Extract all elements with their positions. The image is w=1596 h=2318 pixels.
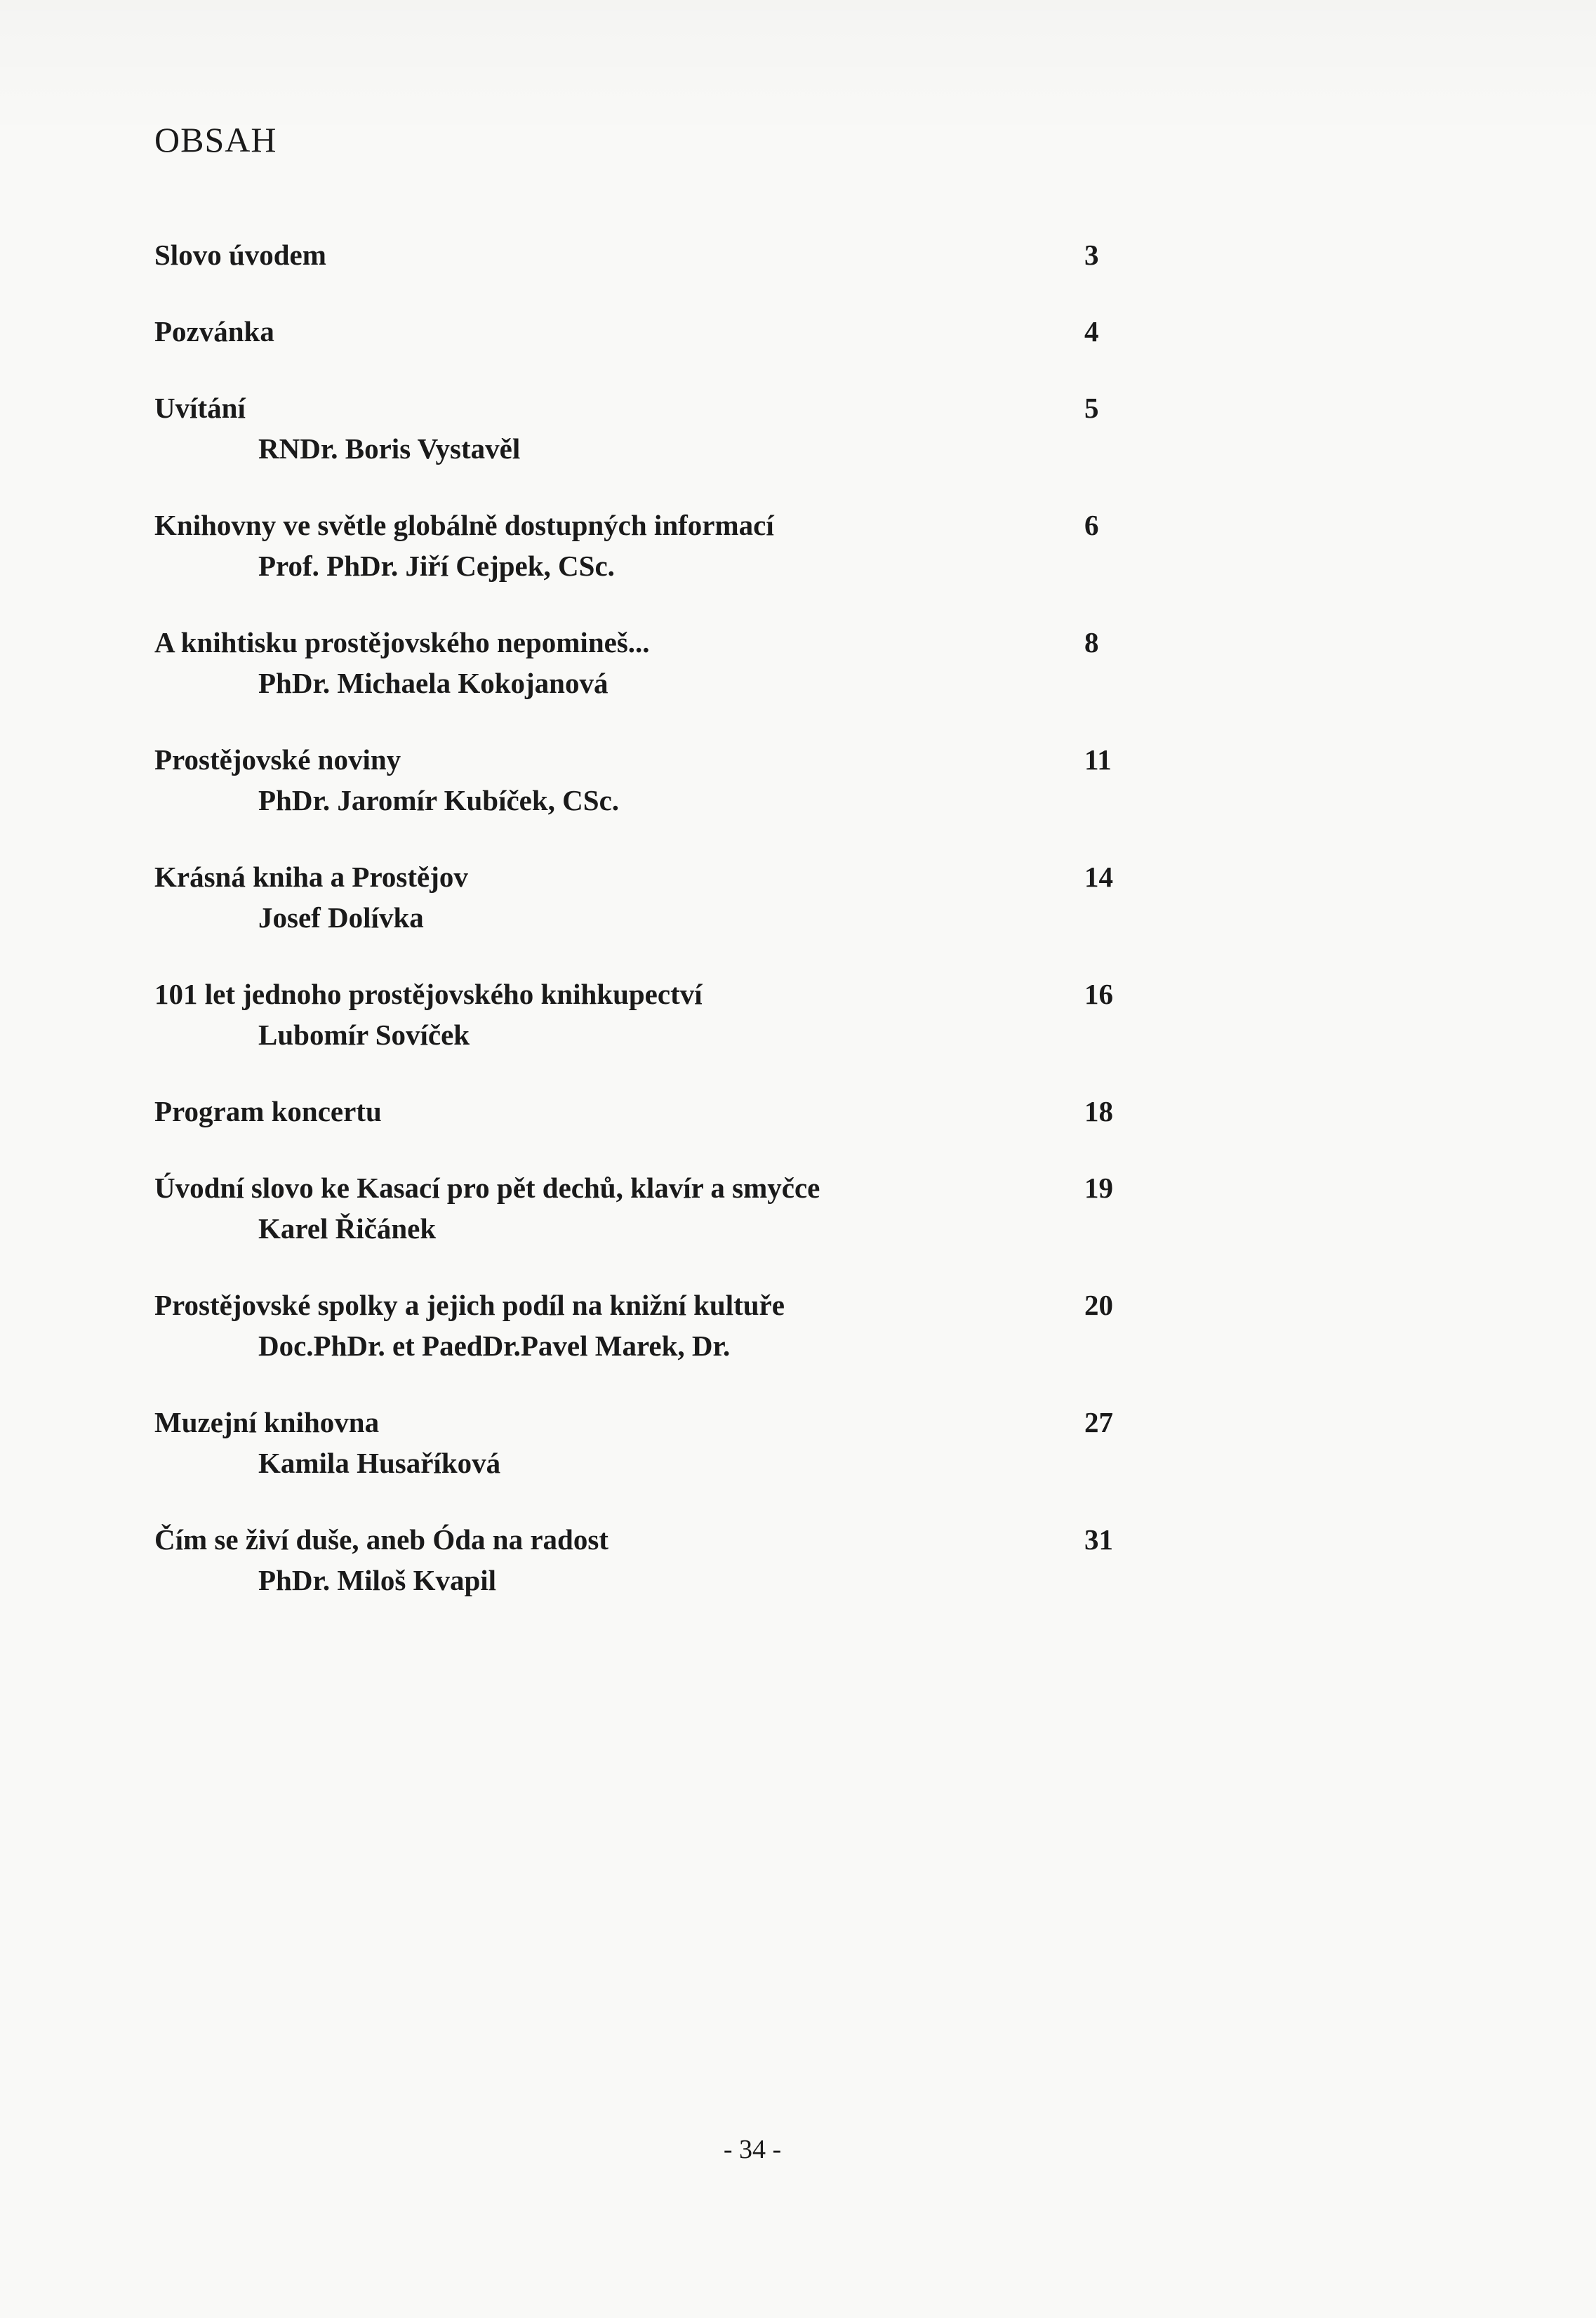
toc-entry-author: PhDr. Miloš Kvapil	[258, 1564, 497, 1596]
toc-entry	[154, 1167, 1137, 1249]
toc-entry-author: PhDr. Michaela Kokojanová	[258, 667, 609, 699]
toc-entry-page: 31	[1084, 1523, 1113, 1556]
toc-entry-page: 8	[1084, 626, 1099, 658]
toc-entry	[154, 311, 1137, 352]
toc-entry-author: PhDr. Jaromír Kubíček, CSc.	[258, 784, 620, 816]
toc-entry-page: 19	[1084, 1172, 1113, 1204]
toc-entry-title: Slovo úvodem	[154, 239, 326, 271]
toc-entry-page: 6	[1084, 509, 1099, 541]
toc-entry-page: 3	[1084, 239, 1099, 271]
toc-entry-author: Prof. PhDr. Jiří Cejpek, CSc.	[258, 550, 615, 582]
toc-entry	[154, 1091, 1137, 1132]
toc-entry-page: 5	[1084, 392, 1099, 424]
toc-entry-title: Úvodní slovo ke Kasací pro pět dechů, klavír a smyčce	[154, 1172, 820, 1204]
toc-entry-title: A knihtisku prostějovského nepomineš...	[154, 626, 650, 658]
toc-entry-author: Lubomír Sovíček	[258, 1019, 470, 1051]
toc-entry-author: Doc.PhDr. et PaedDr.Pavel Marek, Dr.	[258, 1330, 731, 1362]
toc-entry-page: 4	[1084, 315, 1099, 347]
toc-entry-title: Program koncertu	[154, 1095, 382, 1127]
toc-entry-author: Karel Řičánek	[258, 1212, 437, 1245]
table-of-contents	[154, 234, 1137, 1636]
toc-entry	[154, 856, 1137, 938]
toc-entry-title: Uvítání	[154, 392, 246, 424]
toc-entry-page: 11	[1084, 743, 1112, 776]
toc-entry-title: Prostějovské spolky a jejich podíl na knižní kultuře	[154, 1289, 785, 1321]
toc-entry-title: Pozvánka	[154, 315, 274, 347]
toc-entry-page: 27	[1084, 1406, 1113, 1438]
toc-entry	[154, 388, 1137, 469]
toc-entry-title: Knihovny ve světle globálně dostupných informací	[154, 509, 774, 541]
toc-entry-author: Josef Dolívka	[258, 901, 424, 934]
toc-entry-author: RNDr. Boris Vystavěl	[258, 432, 521, 465]
toc-entry	[154, 1519, 1137, 1601]
toc-entry	[154, 1402, 1137, 1483]
toc-entry	[154, 505, 1137, 586]
page-number: - 34 -	[723, 2135, 782, 2164]
toc-entry-page: 14	[1084, 861, 1113, 893]
toc-entry-page: 16	[1084, 978, 1113, 1010]
toc-entry-title: Čím se živí duše, aneb Óda na radost	[154, 1523, 609, 1556]
toc-entry-title: Prostějovské noviny	[154, 743, 401, 776]
toc-entry-page: 18	[1084, 1095, 1113, 1127]
toc-entry	[154, 739, 1137, 821]
toc-entry-page: 20	[1084, 1289, 1113, 1321]
toc-heading: OBSAH	[154, 120, 277, 159]
toc-entry-title: 101 let jednoho prostějovského knihkupectví	[154, 978, 703, 1010]
toc-entry	[154, 1285, 1137, 1366]
toc-entry-title: Muzejní knihovna	[154, 1406, 380, 1438]
toc-entry	[154, 234, 1137, 275]
toc-entry-title: Krásná kniha a Prostějov	[154, 861, 468, 893]
toc-entry	[154, 622, 1137, 703]
toc-entry-author: Kamila Husaříková	[258, 1447, 501, 1479]
toc-entry	[154, 974, 1137, 1055]
